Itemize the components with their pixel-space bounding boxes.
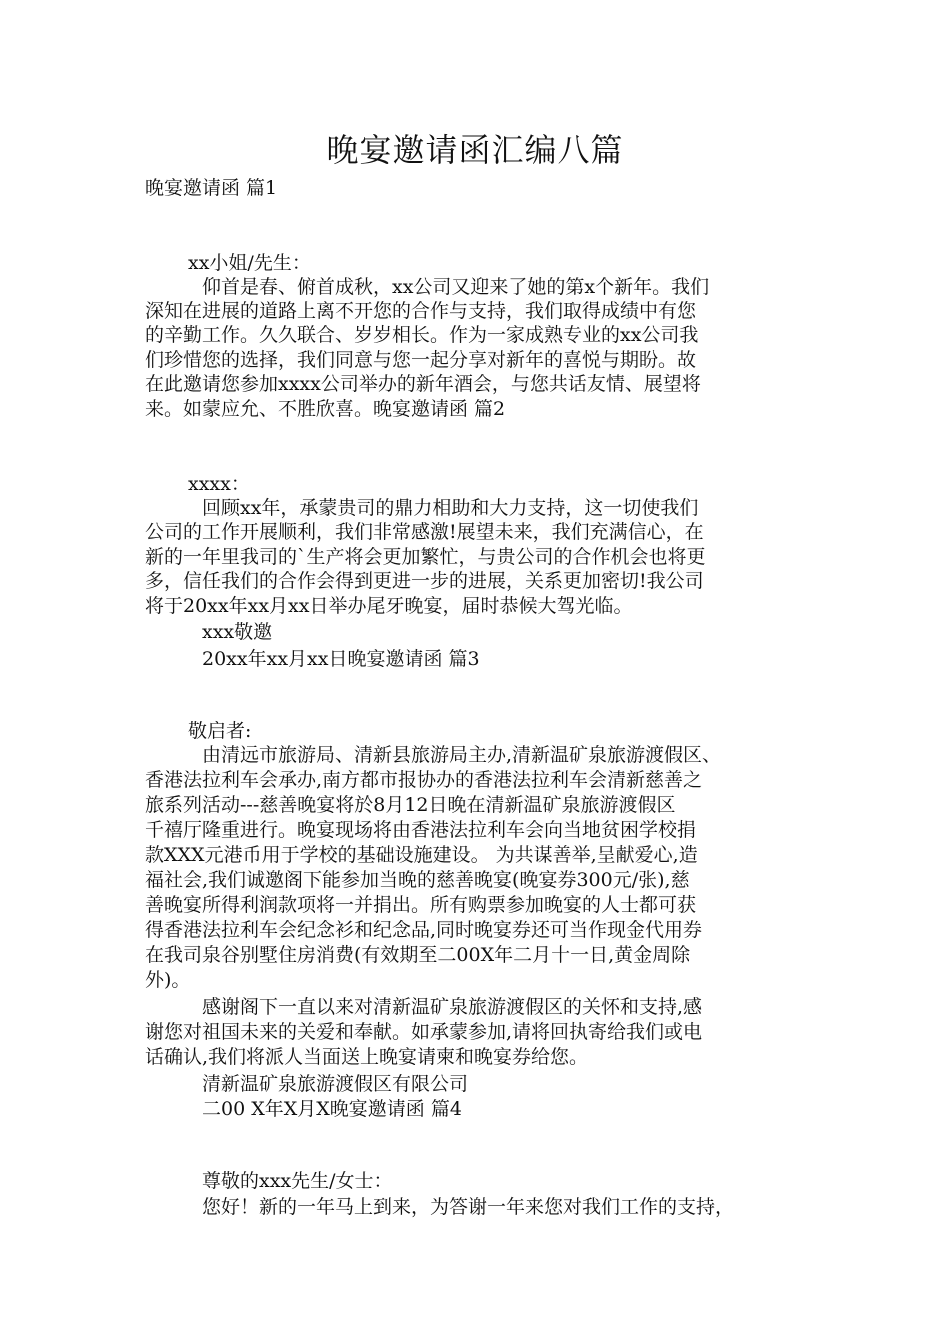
paragraph-line: 仰首是春、俯首成秋，xx公司又迎来了她的第x个新年。我们 — [202, 276, 710, 298]
letter-salutation: 尊敬的xxx先生/女士： — [202, 1170, 393, 1192]
paragraph-line: 来。如蒙应允、不胜欣喜。晚宴邀请函 篇2 — [145, 398, 506, 420]
paragraph-line: 新的一年里我司的`生产将会更加繁忙，与贵公司的合作机会也将更 — [145, 546, 706, 568]
paragraph-line: 您好！新的一年马上到来，为答谢一年来您对我们工作的支持， — [202, 1196, 735, 1218]
paragraph-line: 在我司泉谷别墅住房消费(有效期至二00X年二月十一日,黄金周除 — [145, 944, 691, 966]
paragraph-line: 外)。 — [145, 969, 191, 991]
paragraph-line: 将于20xx年xx月xx日举办尾牙晚宴，届时恭候大驾光临。 — [145, 595, 633, 617]
signature-line: 清新温矿泉旅游渡假区有限公司 — [202, 1073, 469, 1095]
letter-salutation: 敬启者: — [188, 720, 252, 742]
paragraph-line: 的辛勤工作。久久联合、岁岁相长。作为一家成熟专业的xx公司我 — [145, 324, 699, 346]
paragraph-line: 们珍惜您的选择，我们同意与您一起分享对新年的喜悦与期盼。故 — [145, 349, 697, 371]
paragraph-line: 款XXX元港币用于学校的基础设施建设。 为共谋善举,呈献爱心,造 — [145, 844, 698, 866]
paragraph-line: 在此邀请您参加xxxx公司举办的新年酒会，与您共话友情、展望将 — [145, 373, 701, 395]
date-line: 二00 X年X月X晚宴邀请函 篇4 — [202, 1098, 462, 1120]
letter-salutation: xx小姐/先生： — [188, 252, 311, 274]
document-title: 晚宴邀请函汇编八篇 — [326, 131, 624, 169]
paragraph-line: 由清远市旅游局、清新县旅游局主办,清新温矿泉旅游渡假区、 — [202, 744, 722, 766]
paragraph-line: 善晚宴所得利润款项将一并捐出。所有购票参加晚宴的人士都可获 — [145, 894, 697, 916]
section-heading-1: 晚宴邀请函 篇1 — [145, 177, 278, 199]
paragraph-line: 回顾xx年，承蒙贵司的鼎力相助和大力支持，这一切使我们 — [202, 497, 699, 519]
signature-line: xxx敬邀 — [202, 621, 273, 643]
paragraph-line: 深知在进展的道路上离不开您的合作与支持，我们取得成绩中有您 — [145, 300, 697, 322]
paragraph-line: 香港法拉利车会承办,南方都市报协办的香港法拉利车会清新慈善之 — [145, 769, 703, 791]
paragraph-line: 得香港法拉利车会纪念衫和纪念品,同时晚宴券还可当作现金代用券 — [145, 919, 703, 941]
paragraph-line: 多，信任我们的合作会得到更进一步的进展，关系更加密切!我公司 — [145, 570, 704, 592]
paragraph-line: 千禧厅隆重进行。晚宴现场将由香港法拉利车会向当地贫困学校捐 — [145, 819, 697, 841]
paragraph-line: 谢您对祖国未来的关爱和奉献。如承蒙参加,请将回执寄给我们或电 — [145, 1021, 703, 1043]
paragraph-line: 旅系列活动---慈善晚宴将於8月12日晚在清新温矿泉旅游渡假区 — [145, 794, 676, 816]
letter-salutation: xxxx： — [188, 473, 250, 495]
paragraph-line: 话确认,我们将派人当面送上晚宴请柬和晚宴券给您。 — [145, 1046, 589, 1068]
paragraph-line: 感谢阁下一直以来对清新温矿泉旅游渡假区的关怀和支持,感 — [202, 996, 703, 1018]
paragraph-line: 福社会,我们诚邀阁下能参加当晚的慈善晚宴(晚宴券300元/张),慈 — [145, 869, 690, 891]
paragraph-line: 公司的工作开展顺利，我们非常感激!展望未来，我们充满信心，在 — [145, 521, 704, 543]
date-line: 20xx年xx月xx日晚宴邀请函 篇3 — [202, 648, 480, 670]
